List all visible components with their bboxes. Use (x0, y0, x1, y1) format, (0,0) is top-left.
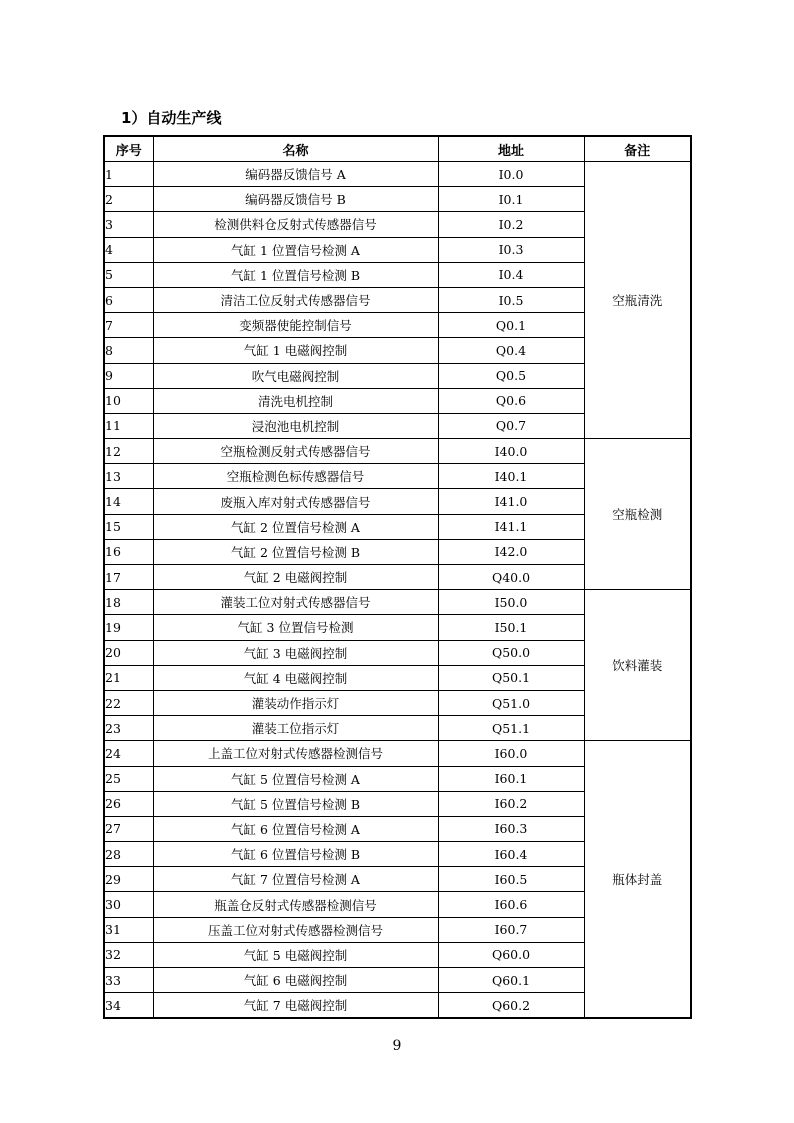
cell-seq: 1 (104, 162, 153, 187)
cell-note: 空瓶清洗 (584, 162, 691, 439)
cell-seq: 16 (104, 539, 153, 564)
cell-name: 废瓶入库对射式传感器信号 (153, 489, 438, 514)
cell-address: I60.1 (438, 766, 584, 791)
cell-name: 灌装工位对射式传感器信号 (153, 590, 438, 615)
cell-address: Q51.0 (438, 690, 584, 715)
io-address-table (103, 135, 692, 1019)
cell-name: 清洗电机控制 (153, 388, 438, 413)
cell-address: I60.0 (438, 741, 584, 766)
cell-seq: 23 (104, 716, 153, 741)
cell-address: I41.0 (438, 489, 584, 514)
cell-address: I40.0 (438, 439, 584, 464)
cell-address: I60.4 (438, 842, 584, 867)
cell-name: 气缸 2 位置信号检测 B (153, 539, 438, 564)
cell-seq: 19 (104, 615, 153, 640)
cell-name: 气缸 6 位置信号检测 A (153, 816, 438, 841)
cell-seq: 5 (104, 262, 153, 287)
cell-seq: 20 (104, 640, 153, 665)
section-title: 1）自动生产线 (121, 109, 222, 127)
cell-address: I60.2 (438, 791, 584, 816)
cell-name: 空瓶检测色标传感器信号 (153, 464, 438, 489)
cell-address: I42.0 (438, 539, 584, 564)
cell-seq: 25 (104, 766, 153, 791)
cell-seq: 2 (104, 187, 153, 212)
cell-name: 气缸 5 电磁阀控制 (153, 942, 438, 967)
cell-address: I41.1 (438, 514, 584, 539)
cell-address: Q0.5 (438, 363, 584, 388)
cell-seq: 33 (104, 968, 153, 993)
cell-name: 气缸 3 电磁阀控制 (153, 640, 438, 665)
cell-address: Q60.1 (438, 968, 584, 993)
cell-seq: 26 (104, 791, 153, 816)
cell-address: I40.1 (438, 464, 584, 489)
cell-seq: 32 (104, 942, 153, 967)
table-row (104, 162, 691, 187)
header-name: 名称 (153, 136, 438, 162)
table-header-row (104, 136, 691, 162)
cell-address: I0.1 (438, 187, 584, 212)
cell-note: 饮料灌装 (584, 590, 691, 741)
cell-seq: 21 (104, 665, 153, 690)
header-note: 备注 (584, 136, 691, 162)
cell-address: I0.4 (438, 262, 584, 287)
cell-name: 气缸 3 位置信号检测 (153, 615, 438, 640)
cell-seq: 8 (104, 338, 153, 363)
cell-name: 变频器使能控制信号 (153, 313, 438, 338)
cell-address: Q0.6 (438, 388, 584, 413)
cell-seq: 6 (104, 287, 153, 312)
cell-seq: 15 (104, 514, 153, 539)
cell-seq: 4 (104, 237, 153, 262)
cell-name: 编码器反馈信号 A (153, 162, 438, 187)
cell-note: 空瓶检测 (584, 439, 691, 590)
header-address: 地址 (438, 136, 584, 162)
cell-address: Q50.1 (438, 665, 584, 690)
cell-seq: 34 (104, 993, 153, 1019)
cell-address: I60.5 (438, 867, 584, 892)
cell-name: 气缸 2 电磁阀控制 (153, 565, 438, 590)
page-number: 9 (392, 1038, 402, 1054)
table-row (104, 590, 691, 615)
cell-name: 上盖工位对射式传感器检测信号 (153, 741, 438, 766)
cell-name: 气缸 1 位置信号检测 A (153, 237, 438, 262)
cell-seq: 24 (104, 741, 153, 766)
cell-name: 气缸 5 位置信号检测 B (153, 791, 438, 816)
cell-address: Q0.7 (438, 413, 584, 438)
cell-seq: 7 (104, 313, 153, 338)
cell-seq: 30 (104, 892, 153, 917)
cell-name: 吹气电磁阀控制 (153, 363, 438, 388)
cell-address: Q60.2 (438, 993, 584, 1019)
table-body (104, 162, 691, 1019)
cell-name: 气缸 7 电磁阀控制 (153, 993, 438, 1019)
cell-name: 气缸 4 电磁阀控制 (153, 665, 438, 690)
cell-seq: 11 (104, 413, 153, 438)
cell-name: 气缸 6 位置信号检测 B (153, 842, 438, 867)
cell-name: 气缸 5 位置信号检测 A (153, 766, 438, 791)
cell-name: 灌装动作指示灯 (153, 690, 438, 715)
cell-name: 浸泡池电机控制 (153, 413, 438, 438)
cell-seq: 28 (104, 842, 153, 867)
cell-name: 气缸 6 电磁阀控制 (153, 968, 438, 993)
cell-address: I60.7 (438, 917, 584, 942)
table-row (104, 439, 691, 464)
cell-seq: 10 (104, 388, 153, 413)
cell-name: 空瓶检测反射式传感器信号 (153, 439, 438, 464)
cell-name: 压盖工位对射式传感器检测信号 (153, 917, 438, 942)
cell-address: I50.0 (438, 590, 584, 615)
cell-name: 气缸 1 电磁阀控制 (153, 338, 438, 363)
cell-address: Q51.1 (438, 716, 584, 741)
table-row (104, 741, 691, 766)
cell-name: 检测供料仓反射式传感器信号 (153, 212, 438, 237)
cell-seq: 17 (104, 565, 153, 590)
cell-name: 气缸 7 位置信号检测 A (153, 867, 438, 892)
cell-address: Q60.0 (438, 942, 584, 967)
cell-name: 气缸 2 位置信号检测 A (153, 514, 438, 539)
cell-name: 清洁工位反射式传感器信号 (153, 287, 438, 312)
cell-seq: 14 (104, 489, 153, 514)
cell-address: I0.5 (438, 287, 584, 312)
cell-seq: 18 (104, 590, 153, 615)
cell-seq: 3 (104, 212, 153, 237)
cell-address: I60.6 (438, 892, 584, 917)
cell-name: 编码器反馈信号 B (153, 187, 438, 212)
cell-seq: 9 (104, 363, 153, 388)
cell-name: 灌装工位指示灯 (153, 716, 438, 741)
cell-address: I0.0 (438, 162, 584, 187)
cell-name: 气缸 1 位置信号检测 B (153, 262, 438, 287)
cell-seq: 13 (104, 464, 153, 489)
cell-note: 瓶体封盖 (584, 741, 691, 1019)
cell-seq: 29 (104, 867, 153, 892)
header-seq: 序号 (104, 136, 153, 162)
cell-address: Q0.1 (438, 313, 584, 338)
cell-seq: 27 (104, 816, 153, 841)
cell-address: I0.2 (438, 212, 584, 237)
cell-address: Q50.0 (438, 640, 584, 665)
cell-address: Q40.0 (438, 565, 584, 590)
cell-address: I0.3 (438, 237, 584, 262)
cell-seq: 22 (104, 690, 153, 715)
cell-seq: 31 (104, 917, 153, 942)
cell-address: I60.3 (438, 816, 584, 841)
cell-seq: 12 (104, 439, 153, 464)
cell-address: I50.1 (438, 615, 584, 640)
cell-name: 瓶盖仓反射式传感器检测信号 (153, 892, 438, 917)
cell-address: Q0.4 (438, 338, 584, 363)
